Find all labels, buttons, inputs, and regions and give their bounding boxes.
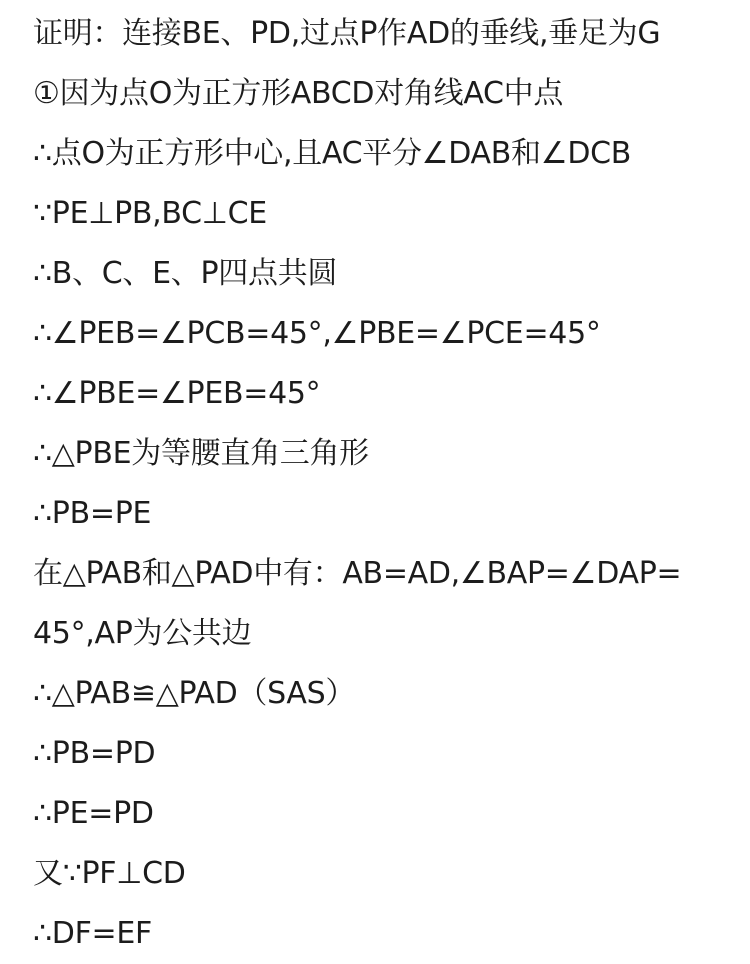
proof-line-5: ∴B、C、E、P四点共圆	[33, 256, 338, 291]
proof-line-8: ∴△PBE为等腰直角三角形	[33, 436, 369, 471]
proof-line-10: 在△PAB和△PAD中有：AB=AD,∠BAP=∠DAP=	[33, 556, 682, 591]
proof-line-1: 证明：连接BE、PD,过点P作AD的垂线,垂足为G	[33, 16, 661, 51]
proof-line-2: ①因为点O为正方形ABCD对角线AC中点	[33, 76, 564, 111]
proof-line-4: ∵PE⊥PB,BC⊥CE	[33, 196, 267, 231]
proof-line-15: 又∵PF⊥CD	[33, 856, 186, 891]
proof-line-3: ∴点O为正方形中心,且AC平分∠DAB和∠DCB	[33, 136, 632, 171]
proof-line-9: ∴PB=PE	[33, 496, 152, 531]
proof-line-16: ∴DF=EF	[33, 916, 152, 951]
proof-line-11: 45°,AP为公共边	[33, 616, 252, 651]
proof-line-7: ∴∠PBE=∠PEB=45°	[33, 376, 321, 411]
proof-line-6: ∴∠PEB=∠PCB=45°,∠PBE=∠PCE=45°	[33, 316, 601, 351]
proof-line-14: ∴PE=PD	[33, 796, 154, 831]
proof-line-13: ∴PB=PD	[33, 736, 156, 771]
proof-line-12: ∴△PAB≌△PAD（SAS）	[33, 676, 356, 711]
